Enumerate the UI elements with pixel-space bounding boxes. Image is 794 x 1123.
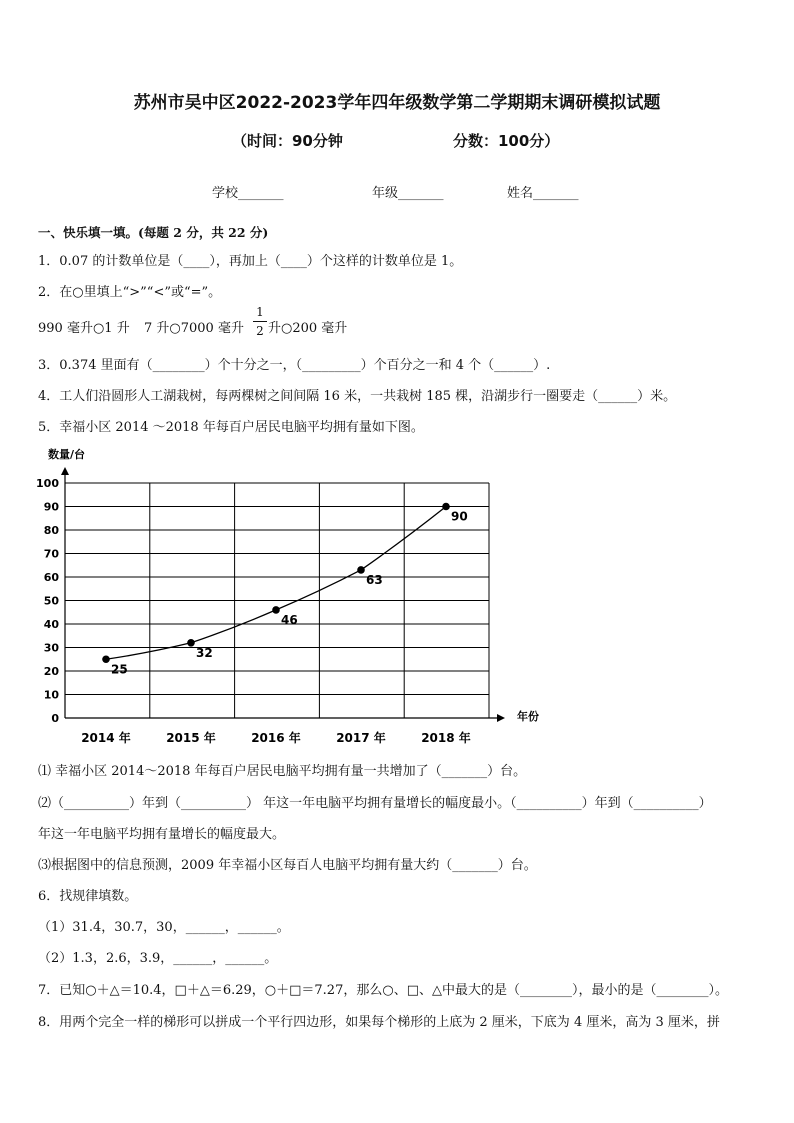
fraction-denominator: 2 [256,324,264,338]
y-tick-label: 90 [43,500,59,514]
data-label: 63 [366,572,383,587]
data-label: 90 [451,509,468,524]
y-tick-label: 70 [43,547,59,561]
y-tick-label: 50 [43,594,59,608]
y-tick-label: 10 [43,688,59,702]
section-heading: 一、快乐填一填。(每题 2 分，共 22 分) [38,225,269,240]
fraction-numerator: 1 [256,305,264,319]
page-title: 苏州市吴中区2022-2023学年四年级数学第二学期期末调研模拟试题 [133,93,661,113]
y-tick-label: 60 [43,571,59,584]
data-point [272,606,280,614]
question-2-item-c: 升○200 毫升 [268,321,348,336]
fraction-one-half [253,304,267,339]
school-field: 学校_______ [212,186,284,201]
y-tick-label: 100 [36,477,59,490]
name-field: 姓名_______ [507,186,579,201]
y-tick-label: 30 [43,641,59,655]
question-5: 5．幸福小区 2014 ～2018 年每百户居民电脑平均拥有量如下图。 [38,420,424,435]
question-6: 6．找规律填数。 [38,889,138,904]
data-point [187,639,195,647]
question-6-part-1: （1）31.4，30.7，30，______，______。 [38,920,290,935]
y-tick-label: 40 [43,618,59,631]
data-point [442,503,450,511]
x-tick-label: 2015 年 [166,731,216,745]
series-line [106,507,446,660]
y-axis-title: 数量/台 [48,448,86,461]
question-2-item-b: 7 升○7000 毫升 [144,321,244,336]
x-axis-title: 年份 [517,710,539,723]
y-axis-arrow [61,467,69,475]
y-tick-label: 0 [51,712,59,725]
question-4: 4．工人们沿圆形人工湖栽树，每两棵树之间间隔 16 米，一共栽树 185 棵，沿湖步行一圈要走（______）米。 [38,389,677,404]
grade-field: 年级_______ [372,186,444,201]
data-label: 25 [111,662,128,677]
data-point [357,566,365,574]
exam-time: （时间：90分钟 [232,132,343,150]
question-5-part-3: ⑶根据图中的信息预测，2009 年幸福小区每百人电脑平均拥有量大约（_______）台。 [38,858,537,873]
data-label: 32 [196,645,213,660]
question-2-item-a: 990 毫升○1 升 [38,321,130,336]
question-6-part-2: （2）1.3，2.6，3.9，______，______。 [38,951,278,966]
data-point [102,655,110,663]
fraction-bar [253,321,267,322]
question-2: 2．在○里填上“>”“<”或“=”。 [38,285,222,300]
line-chart [0,440,794,750]
data-label: 46 [281,612,298,627]
question-1: 1．0.07 的计数单位是（____），再加上（____）个这样的计数单位是 1。 [38,254,463,269]
question-8: 8．用两个完全一样的梯形可以拼成一个平行四边形，如果每个梯形的上底为 2 厘米，下底为 4 厘米，高为 3 厘米，拼 [38,1015,720,1030]
x-tick-label: 2016 年 [251,731,301,745]
question-5-part-2-line-1: ⑵（__________）年到（__________） 年这一年电脑平均拥有量增长的幅度最小。（__________）年到（__________） [38,796,712,811]
question-3: 3．0.374 里面有（________）个十分之一，（_________）个百分之一和 4 个（______）. [38,358,551,373]
y-tick-label: 80 [43,524,59,537]
y-tick-label: 20 [43,665,59,678]
x-tick-label: 2017 年 [336,731,386,745]
x-tick-label: 2014 年 [81,731,131,745]
question-5-part-2-line-2: 年这一年电脑平均拥有量增长的幅度最大。 [38,827,286,842]
question-5-part-1: ⑴ 幸福小区 2014～2018 年每百户居民电脑平均拥有量一共增加了（_______）台。 [38,764,527,779]
question-7: 7．已知○＋△＝10.4，□＋△＝6.29，○＋□＝7.27，那么○、□、△中最大的是（________），最小的是（________）。 [38,983,728,998]
exam-score: 分数：100分） [453,132,560,150]
x-axis-arrow [497,714,505,722]
x-tick-label: 2018 年 [421,731,471,745]
